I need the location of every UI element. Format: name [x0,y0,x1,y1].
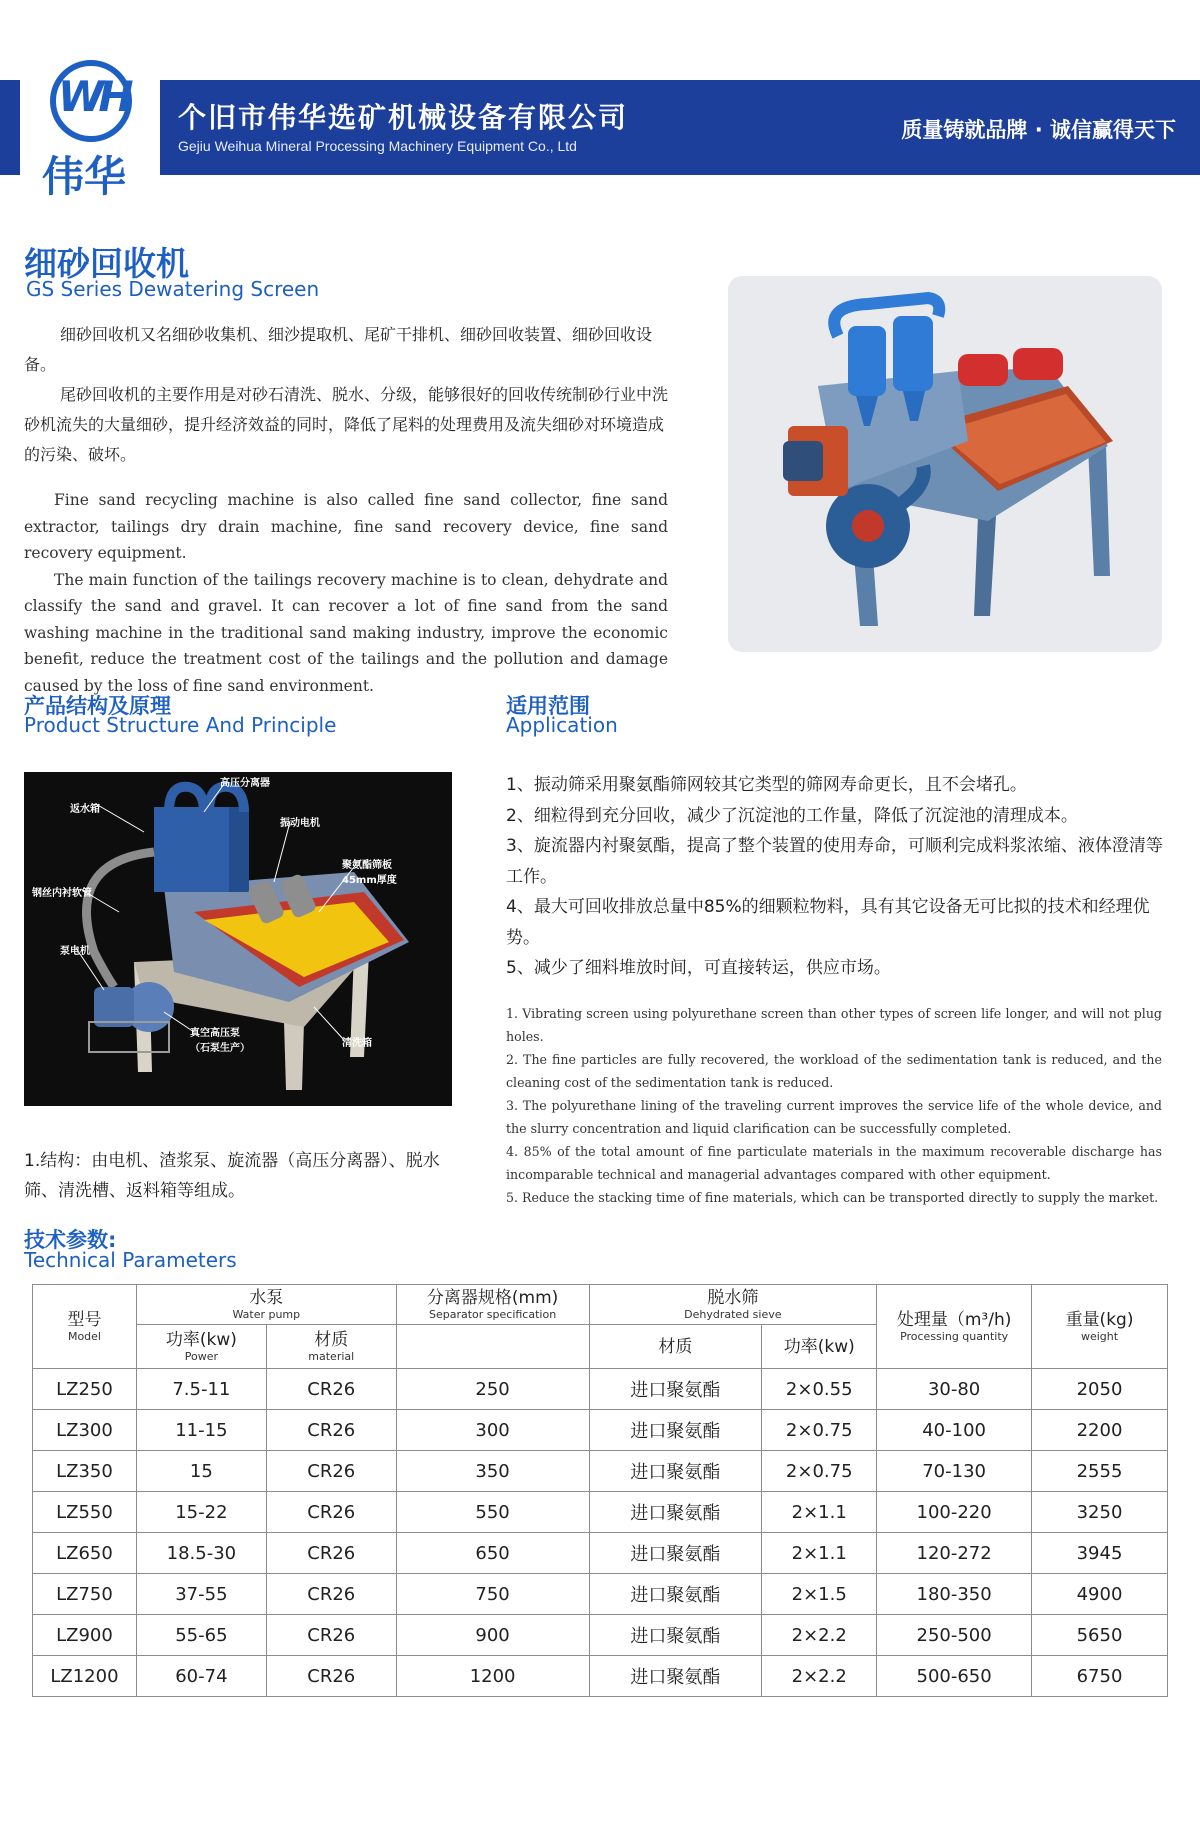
label-screen-thickness: 45mm厚度 [342,875,397,886]
application-item-cn: 5、减少了细料堆放时间，可直接转运，供应市场。 [506,958,891,978]
cell-power: 37-55 [136,1574,266,1615]
logo-mark: WH [58,72,128,121]
label-pump: 真空高压泵 [190,1028,240,1039]
cell-material: CR26 [266,1369,396,1410]
table-header-row [33,1285,1168,1325]
application-title-cn: 适用范围 [506,694,590,718]
application-item-cn: 3、旋流器内衬聚氨酯，提高了整个装置的使用寿命，可顺利完成料浆浓缩、液体澄清等工作。 [506,836,1163,887]
header-capacity-cn: 处理量（m³/h) [896,1309,1012,1330]
header-separator [396,1285,589,1325]
cell-capacity: 120-272 [877,1533,1032,1574]
header-sieve-material [589,1325,762,1369]
header-material-en: material [308,1349,355,1363]
cell-power: 18.5-30 [136,1533,266,1574]
header-sieve-power-cn: 功率(kw) [783,1336,855,1357]
company-name-en: Gejiu Weihua Mineral Processing Machinery Equipment Co., Ltd [178,138,577,154]
cell-weight: 3250 [1032,1492,1168,1533]
header-power-cn: 功率(kw) [165,1329,237,1350]
cell-model: LZ650 [33,1533,137,1574]
cell-model: LZ350 [33,1451,137,1492]
table-row [33,1656,1168,1697]
cell-sieve-material: 进口聚氨酯 [589,1615,762,1656]
params-table [32,1284,1168,1697]
header-sieve [589,1285,877,1325]
cell-sieve-power: 2×0.55 [762,1369,877,1410]
cell-power: 15-22 [136,1492,266,1533]
label-tank: 清洗箱 [342,1038,372,1049]
header-separator-cn: 分离器规格(mm) [426,1287,559,1308]
label-pump-note: （石泵生产） [190,1043,250,1054]
cell-sieve-power: 2×1.1 [762,1492,877,1533]
cell-sieve-material: 进口聚氨酯 [589,1369,762,1410]
cell-weight: 4900 [1032,1574,1168,1615]
company-name-cn: 个旧市伟华选矿机械设备有限公司 [178,101,629,134]
table-row [33,1369,1168,1410]
cell-weight: 2200 [1032,1410,1168,1451]
header-pump [136,1285,396,1325]
cell-capacity: 100-220 [877,1492,1032,1533]
cell-separator: 1200 [396,1656,589,1697]
structure-text: 1.结构：由电机、渣浆泵、旋流器（高压分离器）、脱水筛、清洗槽、返料箱等组成。 [24,1151,440,1201]
cell-separator: 900 [396,1615,589,1656]
header-model [33,1285,137,1369]
cell-model: LZ550 [33,1492,137,1533]
application-item-cn: 2、细粒得到充分回收，减少了沉淀池的工作量，降低了沉淀池的清理成本。 [506,805,1078,826]
cell-material: CR26 [266,1574,396,1615]
label-screen-plate: 聚氨酯筛板 [342,860,392,871]
intro-cn [24,320,668,470]
header-model-cn: 型号 [67,1309,102,1330]
cell-separator: 300 [396,1410,589,1451]
table-row [33,1574,1168,1615]
header-sieve-cn: 脱水筛 [707,1287,759,1308]
table-row [33,1615,1168,1656]
header-capacity [877,1285,1032,1369]
label-separator: 高压分离器 [220,778,270,789]
header-weight-en: weight [1080,1329,1119,1343]
cell-capacity: 40-100 [877,1410,1032,1451]
header-power-en: Power [184,1349,218,1363]
cell-power: 60-74 [136,1656,266,1697]
label-hose: 钢丝内衬软管 [32,888,92,899]
cell-weight: 6750 [1032,1656,1168,1697]
cell-sieve-power: 2×0.75 [762,1410,877,1451]
cell-weight: 5650 [1032,1615,1168,1656]
header-sieve-material-cn: 材质 [658,1336,693,1357]
cell-capacity: 180-350 [877,1574,1032,1615]
application-item-en: 3. The polyurethane lining of the traveling current improves the service life of the whole device, and the slurry concentration and liquid clarification can be successfully completed. [506,1098,1162,1136]
label-motor: 振动电机 [280,818,320,829]
cell-material: CR26 [266,1451,396,1492]
cell-material: CR26 [266,1533,396,1574]
header-separator-en: Separator specification [429,1307,557,1321]
cell-separator: 750 [396,1574,589,1615]
cell-sieve-material: 进口聚氨酯 [589,1410,762,1451]
header-capacity-en: Processing quantity [900,1329,1009,1343]
structure-title-en: Product Structure And Principle [24,713,337,737]
cell-capacity: 30-80 [877,1369,1032,1410]
cell-weight: 2050 [1032,1369,1168,1410]
dewatering-screen-illustration [728,276,1162,652]
cell-power: 7.5-11 [136,1369,266,1410]
cell-sieve-power: 2×0.75 [762,1451,877,1492]
cell-separator: 350 [396,1451,589,1492]
table-body [33,1369,1168,1697]
intro-cn-paragraph-1: 细砂回收机又名细砂收集机、细沙提取机、尾矿干排机、细砂回收装置、细砂回收设备。 [24,325,653,374]
cell-sieve-material: 进口聚氨酯 [589,1533,762,1574]
logo-text: 伟华 [42,152,127,201]
application-item-cn: 1、振动筛采用聚氨酯筛网较其它类型的筛网寿命更长，且不会堵孔。 [506,775,1027,795]
application-list-cn [506,770,1166,984]
header-weight-cn: 重量(kg) [1065,1309,1134,1330]
params-title-cn: 技术参数: [24,1228,117,1252]
cell-power: 15 [136,1451,266,1492]
cell-weight: 3945 [1032,1533,1168,1574]
cell-capacity: 500-650 [877,1656,1032,1697]
header-sieve-power [762,1325,877,1369]
intro-cn-paragraph-2: 尾砂回收机的主要作用是对砂石清洗、脱水、分级，能够很好的回收传统制砂行业中洗砂机流失的大量细砂，提升经济效益的同时，降低了尾料的处理费用及流失细砂对环境造成的污染、破坏。 [24,385,669,464]
cell-sieve-material: 进口聚氨酯 [589,1492,762,1533]
header-pump-material [266,1325,396,1369]
header-sieve-en: Dehydrated sieve [684,1307,782,1321]
cell-sieve-power: 2×1.1 [762,1533,877,1574]
structure-title-cn: 产品结构及原理 [24,694,171,718]
cell-power: 11-15 [136,1410,266,1451]
application-item-en: 1. Vibrating screen using polyurethane screen than other types of screen life longer, and will not plug holes. [506,1006,1162,1044]
structure-diagram [24,772,452,1106]
slogan: 质量铸就品牌 · 诚信赢得天下 [901,118,1176,142]
cell-model: LZ300 [33,1410,137,1451]
cell-sieve-power: 2×2.2 [762,1615,877,1656]
application-item-en: 4. 85% of the total amount of fine particulate materials in the maximum recoverable discharge has incomparable technical and managerial advantages compared with other equipment. [506,1144,1162,1182]
product-title-en: GS Series Dewatering Screen [26,277,320,301]
structure-diagram-illustration [24,772,452,1106]
header-model-en: Model [67,1329,101,1343]
intro-en-paragraph-1: Fine sand recycling machine is also called fine sand collector, fine sand extractor, tailings dry drain machine, fine sand recovery device, fine sand recovery equipment. [24,491,668,562]
cell-power: 55-65 [136,1615,266,1656]
cell-sieve-material: 进口聚氨酯 [589,1451,762,1492]
cell-model: LZ250 [33,1369,137,1410]
table-row [33,1533,1168,1574]
cell-model: LZ750 [33,1574,137,1615]
header-material-cn: 材质 [314,1329,349,1350]
application-title-en: Application [506,713,618,737]
header-pump-en: Water pump [232,1307,301,1321]
application-item-en: 5. Reduce the stacking time of fine materials, which can be transported directly to supply the market. [506,1190,1159,1205]
table-row [33,1410,1168,1451]
header-pump-power [136,1325,266,1369]
params-title-en: Technical Parameters [24,1248,237,1272]
header-separator-blank [396,1325,589,1369]
header-pump-cn: 水泵 [249,1287,284,1308]
header-weight [1032,1285,1168,1369]
cell-material: CR26 [266,1656,396,1697]
cell-capacity: 250-500 [877,1615,1032,1656]
cell-model: LZ900 [33,1615,137,1656]
intro-en-paragraph-2: The main function of the tailings recovery machine is to clean, dehydrate and classify the sand and gravel. It can recover a lot of fine sand from the sand washing machine in the traditional sand making industry, improve the economic benefit, reduce the treatment cost of the tailings and the pollution and damage caused by the loss of fine sand environment. [24,570,668,695]
application-item-cn: 4、最大可回收排放总量中85%的细颗粒物料，具有其它设备无可比拟的技术和经理优势。 [506,897,1150,948]
company-logo [20,52,160,202]
cell-weight: 2555 [1032,1451,1168,1492]
cell-separator: 250 [396,1369,589,1410]
cell-separator: 550 [396,1492,589,1533]
application-list-en [506,1002,1162,1209]
cell-sieve-material: 进口聚氨酯 [589,1574,762,1615]
label-return-box: 返水箱 [70,804,100,815]
cell-material: CR26 [266,1410,396,1451]
table-row [33,1451,1168,1492]
application-item-en: 2. The fine particles are fully recovered, the workload of the sedimentation tank is reduced, and the cleaning cost of the sedimentation tank is reduced. [506,1052,1162,1090]
cell-model: LZ1200 [33,1656,137,1697]
product-title-cn: 细砂回收机 [24,244,189,283]
cell-sieve-power: 2×1.5 [762,1574,877,1615]
intro-en [24,487,668,699]
label-pump-motor: 泵电机 [60,946,90,957]
cell-capacity: 70-130 [877,1451,1032,1492]
product-photo [728,276,1162,652]
cell-material: CR26 [266,1492,396,1533]
cell-sieve-power: 2×2.2 [762,1656,877,1697]
cell-sieve-material: 进口聚氨酯 [589,1656,762,1697]
cell-separator: 650 [396,1533,589,1574]
table-row [33,1492,1168,1533]
cell-material: CR26 [266,1615,396,1656]
